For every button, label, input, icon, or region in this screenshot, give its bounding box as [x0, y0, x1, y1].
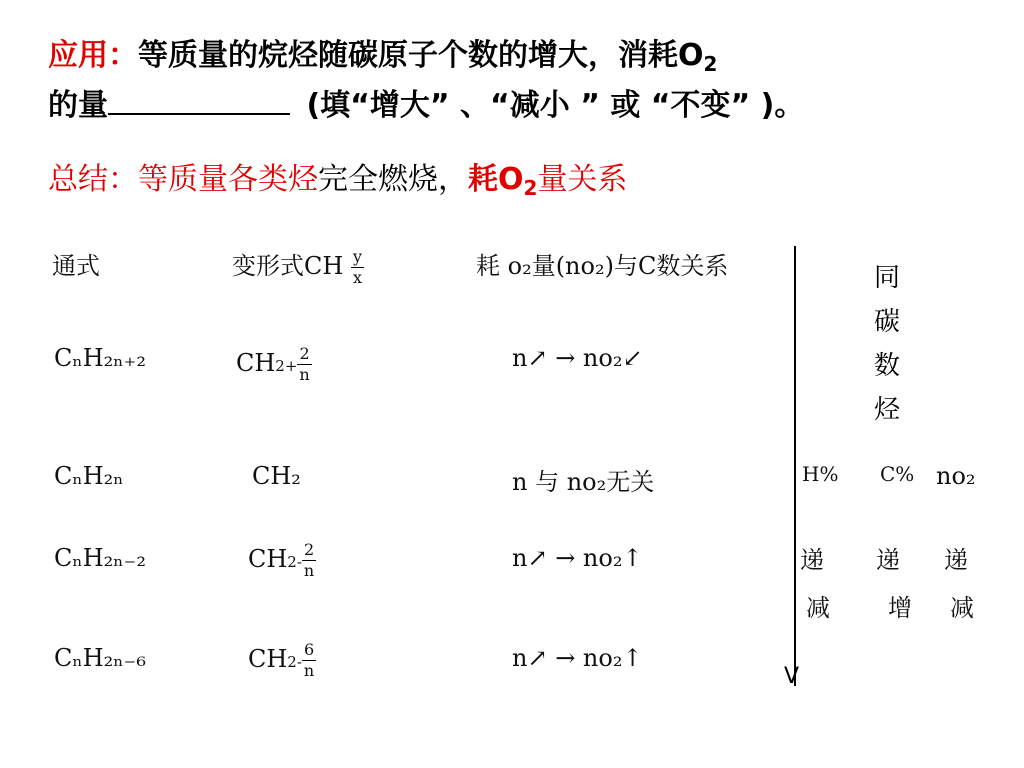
row-2-variant: CH₂	[252, 462, 301, 490]
header-relation: 耗 o₂量(no₂)与C数关系	[476, 252, 729, 280]
row-1-formula: CₙH₂ₙ₊₂	[54, 344, 146, 372]
side-label-char-1: 同	[873, 263, 900, 293]
row-3-den: n	[303, 561, 315, 580]
fill-blank[interactable]	[108, 87, 290, 115]
side-col-2-trend2: 增	[888, 594, 912, 622]
row-3-variant-sub: 2-	[287, 553, 302, 571]
trend-arrow-line	[794, 246, 796, 686]
side-col-1-head: H%	[802, 462, 839, 486]
header-variant-frac	[351, 247, 364, 288]
row-3-formula: CₙH₂ₙ₋₂	[54, 544, 146, 572]
summary-sep: ：	[108, 162, 138, 197]
summary-middle: 完全燃烧	[318, 162, 438, 197]
row-3-frac	[302, 540, 316, 581]
row-1-variant-pre: CH	[236, 349, 276, 377]
side-col-3-trend2: 减	[950, 594, 974, 622]
row-4-den: n	[303, 661, 315, 680]
summary-label: 总结	[48, 162, 108, 197]
row-4-frac	[302, 640, 316, 681]
header-variant-den: x	[352, 268, 362, 287]
heading-line-2	[48, 86, 804, 126]
side-col-1-trend1: 递	[800, 546, 824, 574]
side-col-2-trend1: 递	[876, 546, 900, 574]
header-variant-text: 变形式CH	[232, 252, 344, 280]
row-3-relation: n↗ → no₂↑	[512, 544, 643, 572]
side-col-2-head: C%	[880, 462, 915, 486]
row-4-formula: CₙH₂ₙ₋₆	[54, 644, 146, 672]
summary-subject: 等质量各类烃	[138, 162, 318, 197]
row-4-num: 6	[302, 640, 316, 661]
row-3-num: 2	[302, 540, 316, 561]
side-col-3-trend1: 递	[944, 546, 968, 574]
row-4-variant	[248, 640, 316, 681]
row-3-variant	[248, 540, 316, 581]
row-4-relation: n↗ → no₂↑	[512, 644, 643, 672]
side-col-3-head: no₂	[936, 462, 976, 490]
row-1-variant	[236, 344, 312, 385]
heading-text-3: (填“增大” 、“减小 ” 或 “不变” )。	[296, 88, 805, 123]
row-1-num: 2	[297, 344, 311, 365]
side-col-1-trend2: 减	[806, 594, 830, 622]
side-label	[872, 256, 902, 432]
row-4-variant-sub: 2-	[287, 653, 302, 671]
trend-arrow-head: V	[784, 664, 800, 689]
side-label-char-4: 烃	[873, 395, 900, 425]
header-formula: 通式	[52, 252, 100, 280]
side-label-char-3: 数	[873, 351, 900, 381]
row-4-variant-pre: CH	[248, 645, 288, 673]
heading-line-1	[48, 36, 717, 84]
summary-sub: 2	[523, 176, 538, 200]
row-3-variant-pre: CH	[248, 545, 288, 573]
row-2-formula: CₙH₂ₙ	[54, 462, 124, 490]
row-1-relation: n↗ → no₂↙	[512, 344, 643, 372]
summary-comma: ，	[438, 162, 468, 197]
header-variant	[232, 246, 364, 288]
heading-text-2: 的量	[48, 88, 108, 123]
row-1-variant-sub: 2+	[275, 357, 298, 375]
row-2-relation: n 与 no₂无关	[512, 468, 655, 496]
heading-text: 等质量的烷烃随碳原子个数的增大，消耗O	[138, 38, 704, 73]
header-variant-num: y	[352, 247, 362, 266]
heading-sub: 2	[703, 52, 718, 76]
row-1-den: n	[299, 365, 310, 384]
heading-label: 应用：	[48, 38, 138, 73]
side-label-char-2: 碳	[873, 307, 900, 337]
summary-o2: 耗O	[468, 162, 524, 197]
summary-line	[48, 160, 627, 208]
row-1-frac	[297, 344, 311, 385]
summary-end: 量关系	[537, 162, 628, 197]
